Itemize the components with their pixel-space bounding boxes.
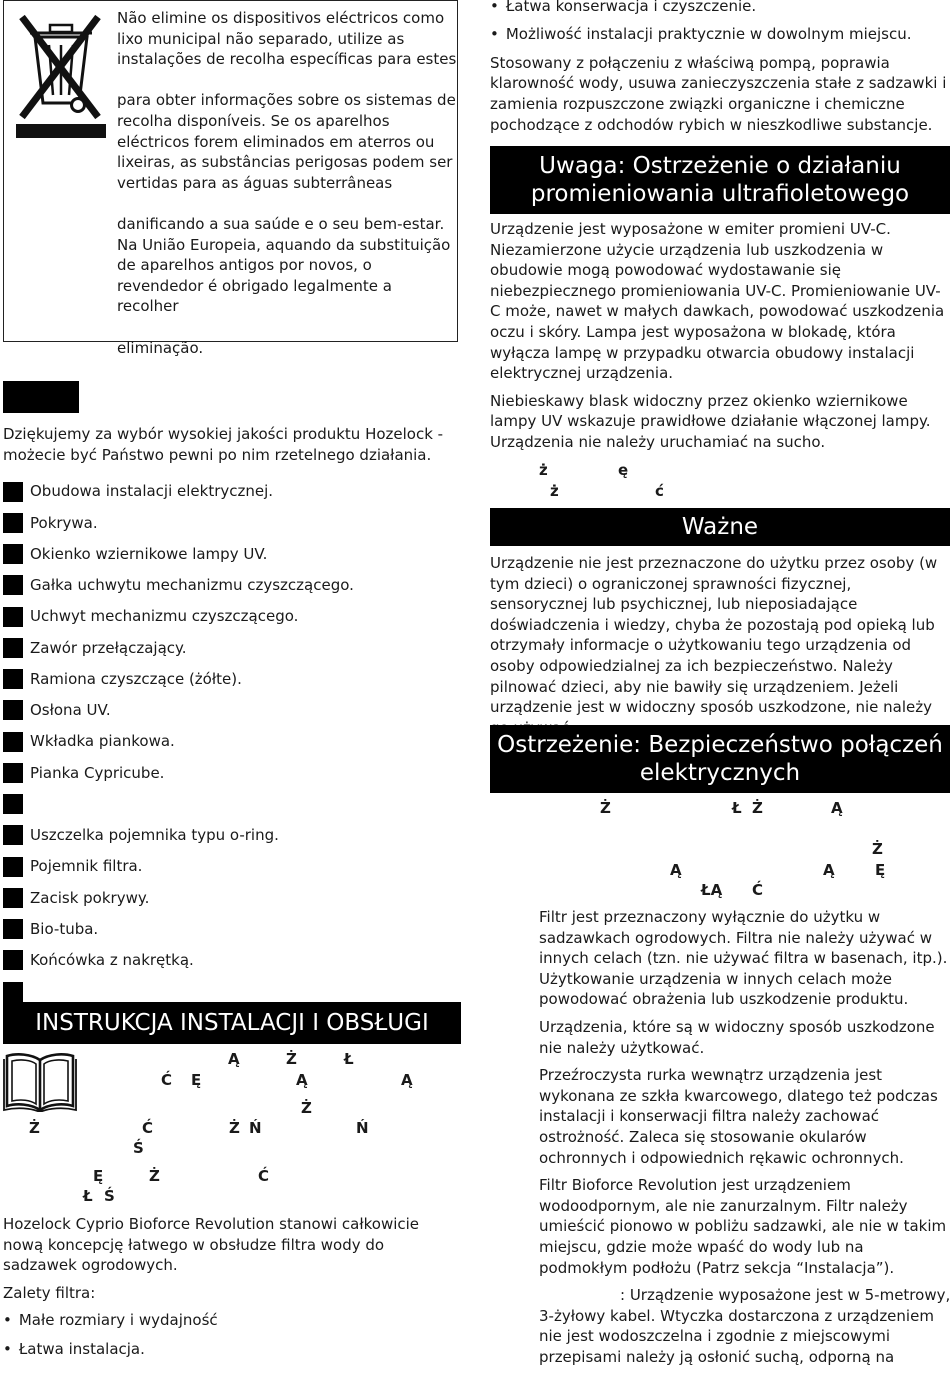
list-item [3, 539, 458, 570]
install-fragment: Ż [286, 1050, 297, 1068]
part-number-marker [3, 513, 23, 533]
list-item [3, 757, 458, 788]
part-number-marker [3, 857, 23, 877]
elec-paragraph: : Urządzenie wyposażone jest w 5-metrowy, 3-żyłowy kabel. Wtyczka dostarczona z urządzeniem nie jest wodoszczelna i zgodnie z miejscowymi przepisami należy ją osłonić suchą, odporną na [539, 1286, 950, 1366]
install-fragment: Ę [191, 1071, 202, 1089]
list-item: • Małe rozmiary i wydajność [3, 1310, 458, 1331]
part-number-marker [3, 950, 23, 970]
list-item [3, 570, 458, 601]
elec-fragment: Ł [732, 799, 742, 817]
list-item [3, 476, 458, 507]
elec-banner-line: Ostrzeżenie: Bezpieczeństwo połączeń [497, 732, 943, 758]
part-label: Ramiona czyszczące (żółte). [30, 669, 242, 688]
uv-fragment: ż [550, 482, 559, 500]
weee-notice-box [3, 0, 458, 357]
uv-warning-banner [490, 146, 950, 214]
install-fragment: Ć [258, 1167, 270, 1185]
install-fragment: Ż [301, 1099, 312, 1117]
elec-fragment: Ą [670, 861, 682, 879]
uv-fragment: ę [618, 461, 629, 479]
weee-paragraph: Não elimine os dispositivos eléctricos como lixo municipal não separado, utilize as instalações de recolha específicas para estes [117, 9, 457, 69]
install-fragment: Ń [249, 1119, 262, 1137]
elec-fragment: Ż [872, 840, 883, 858]
part-number-marker [3, 982, 23, 1002]
part-label: Wkładka piankowa. [30, 732, 175, 751]
uv-fragment: ż [539, 461, 548, 479]
list-item [3, 695, 458, 726]
intro-text: Dziękujemy za wybór wysokiej jakości produktu Hozelock - możecie być Państwo pewni po nim rzetelnego działania. [3, 425, 444, 464]
part-number-marker [3, 638, 23, 658]
list-item [3, 601, 458, 632]
product-description [3, 1214, 458, 1367]
elec-fragment: Ą [831, 799, 843, 817]
part-number-marker [3, 919, 23, 939]
elec-fragment: Ż [600, 799, 611, 817]
advantages-label: Zalety filtra: [3, 1283, 96, 1302]
advantages-continued [490, 0, 950, 135]
important-banner: Ważne [490, 508, 950, 546]
elec-fragment: Ć [752, 881, 764, 899]
part-number-marker [3, 700, 23, 720]
part-number-marker [3, 825, 23, 845]
list-item [3, 820, 458, 851]
elec-fragment: Ą [823, 861, 835, 879]
part-label: Końcówka z nakrętką. [30, 951, 194, 970]
list-item [3, 726, 458, 757]
install-fragment: Ś [133, 1139, 144, 1157]
part-label: Obudowa instalacji elektrycznej. [30, 482, 274, 501]
crossed-out-wheelie-bin-icon [16, 11, 106, 139]
advantages-list-continued [490, 0, 950, 45]
language-label-block [3, 381, 79, 413]
part-number-marker [3, 888, 23, 908]
open-book-icon [3, 1050, 77, 1112]
elec-fragment: Ż [752, 799, 763, 817]
part-number-marker [3, 575, 23, 595]
weee-paragraph: eliminação. [117, 338, 204, 357]
advantages-list [3, 1310, 458, 1359]
important-text: Urządzenie nie jest przeznaczone do użytku przez osoby (w tym dzieci) o ograniczonej sprawności fizycznej, sensorycznej lub psychicznej, lub nieposiadające doświadczenia i wiedzy, chyba że pozostają pod opieką lub otrzymały informacje o użytkowaniu tego urządzenia od osoby odpowiedzialnej za ich bezpieczeństwo. Należy pilnować dzieci, aby nie bawiły się urządzeniem. Jeżeli urządzenie jest w widoczny sposób uszkodzone, nie należy [490, 554, 938, 717]
install-fragment: Ł [83, 1187, 93, 1205]
part-label: Gałka uchwytu mechanizmu czyszczącego. [30, 576, 354, 595]
install-fragment: Ń [356, 1119, 369, 1137]
weee-paragraph: danificando a sua saúde e o seu bem-estar. Na União Europeia, aquando da substituição de aparelhos antigos por novos, o revendedor é obrigado legalmente a recolher [117, 214, 451, 316]
part-label: Osłona UV. [30, 701, 111, 720]
electrical-safety-banner [490, 725, 950, 793]
install-fragment: Ć [161, 1071, 173, 1089]
part-number-marker [3, 732, 23, 752]
elec-paragraph: Filtr Bioforce Revolution jest urządzeniem wodoodpornym, ale nie zanurzalnym. Filtr należy umieścić pionowo w pobliżu sadzawki, ale nie w takim miejscu, gdzie może wpaść do wody lub na podmokłym podłożu (Patrz sekcja “Instalacja”). [539, 1176, 947, 1277]
part-label: Pokrywa. [30, 513, 98, 532]
install-fragment: Ł [344, 1050, 354, 1068]
list-item [3, 851, 458, 882]
weee-paragraph: para obter informações sobre os sistemas de recolha disponíveis. Se os aparelhos eléctricos forem eliminados em aterros ou lixeiras, as substâncias perigosas podem ser vertidas para as águas subterrâneas [117, 91, 456, 192]
part-label: Okienko wziernikowe lampy UV. [30, 544, 268, 563]
elec-fragment: Ę [875, 861, 886, 879]
install-fragment: Ą [401, 1071, 413, 1089]
part-label: Bio-tuba. [30, 919, 99, 938]
list-item [3, 789, 458, 820]
elec-paragraph: Urządzenia, które są w widoczny sposób uszkodzone nie należy użytkować. [539, 1017, 935, 1057]
elec-fragment: ŁĄ [701, 881, 723, 899]
install-fragment: Ż [229, 1119, 240, 1137]
uv-warning-text [490, 219, 950, 460]
part-number-marker [3, 482, 23, 502]
list-item [3, 914, 458, 945]
uv-banner-line: Uwaga: Ostrzeżenie o działaniu [539, 153, 901, 179]
uv-fragment: ć [655, 482, 664, 500]
uv-paragraph: Niebieskawy blask widoczny przez okienko wziernikowe lampy UV wskazuje prawidłowe działanie włączonej lampy. Urządzenia nie należy uruchamiać na sucho. [490, 391, 931, 451]
list-item: • Możliwość instalacji praktycznie w dowolnym miejscu. [490, 24, 950, 45]
part-number-marker [3, 607, 23, 627]
electrical-safety-text [539, 907, 950, 1374]
list-item [3, 945, 458, 976]
part-number-marker [3, 763, 23, 783]
part-label: Zacisk pokrywy. [30, 888, 150, 907]
list-item [3, 632, 458, 663]
part-number-marker [3, 544, 23, 564]
uv-paragraph: Urządzenie jest wyposażone w emiter promieni UV-C. Niezamierzone użycie urządzenia lub uszkodzenia w obudowie mogą powodować wydostawanie się niebezpiecznego promieniowania UV-C. Promieniowanie UV-C może, nawet w małych dawkach, powodować uszkodzenia oczu i skóry. Lampa jest wyposażona w blokadę, która wyłącza lampę w przypadku otwarcia obudowy instalacji elektrycznej urządzenia. [490, 220, 945, 383]
install-fragment: Ą [228, 1050, 240, 1068]
elec-paragraph: Przeźroczysta rurka wewnątrz urządzenia jest wykonana ze szkła kwarcowego, dlatego też podczas instalacji i konserwacji filtra należy zachować ostrożność. Zaleca się stosowanie okularów ochronnych i odpowiednich rękawic ochronnych. [539, 1066, 938, 1167]
part-number-marker [3, 669, 23, 689]
description-paragraph: Hozelock Cyprio Bioforce Revolution stanowi całkowicie nową koncepcję łatwego w obsłudze filtra wody do sadzawek ogrodowych. [3, 1215, 420, 1275]
install-fragment: Ć [142, 1119, 154, 1137]
uv-banner-line: promieniowania ultrafioletowego [530, 181, 910, 207]
list-item: • Łatwa konserwacja i czyszczenie. [490, 0, 950, 17]
install-instructions-banner: INSTRUKCJA INSTALACJI I OBSŁUGI [3, 1002, 461, 1044]
elec-banner-line: elektrycznych [639, 760, 801, 786]
install-fragment: Ę [93, 1167, 104, 1185]
part-label: Uchwyt mechanizmu czyszczącego. [30, 607, 299, 626]
install-fragment: Ż [149, 1167, 160, 1185]
list-item [3, 882, 458, 913]
install-fragment: Ą [296, 1071, 308, 1089]
part-label: Zawór przełączający. [30, 638, 187, 657]
list-item: • Łatwa instalacja. [3, 1339, 458, 1360]
elec-paragraph: Filtr jest przeznaczony wyłącznie do użytku w sadzawkach ogrodowych. Filtra nie należy używać w innych celach (tzn. nie używać filtra w basenach, itp.). Użytkowanie urządzenia w innych celach może powodować obrażenia lub uszkodzenie produktu. [539, 908, 948, 1009]
function-paragraph: Stosowany z połączeniu z właściwą pompą, poprawia klarowność wody, usuwa zanieczyszczenia stałe z sadzawki i zamienia rozpuszczone związki organiczne i chemiczne pochodzące z odchodów rybich w nieszkodliwe substancje. [490, 53, 947, 134]
install-fragment: Ż [29, 1119, 40, 1137]
list-item [3, 507, 458, 538]
parts-list [3, 476, 458, 1007]
list-item [3, 664, 458, 695]
part-label: Pojemnik filtra. [30, 857, 143, 876]
part-label: Uszczelka pojemnika typu o-ring. [30, 826, 279, 845]
install-fragment: Ś [104, 1187, 115, 1205]
part-label: Pianka Cypricube. [30, 763, 165, 782]
weee-text [117, 8, 457, 358]
part-number-marker [3, 794, 23, 814]
